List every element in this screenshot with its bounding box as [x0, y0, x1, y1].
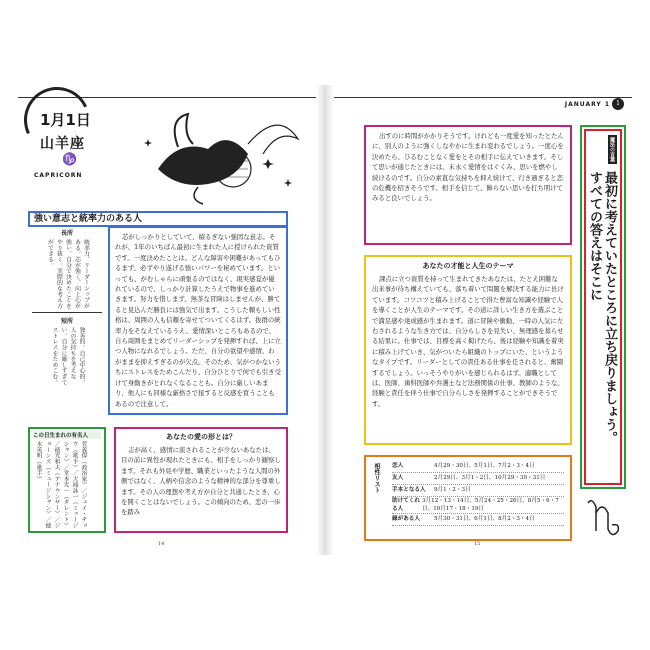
celebrities-box: [28, 427, 106, 533]
love-title: あなたの愛の形とは？: [166, 433, 236, 441]
compatibility-label: 相性リスト: [373, 463, 380, 493]
top-rule-right: [334, 97, 632, 98]
zodiac-sign: 山羊座: [40, 136, 85, 152]
book-spread: [18, 85, 632, 555]
compat-row: 友人 2月29日、3月1・2日、10月29・30・31日: [392, 473, 564, 485]
main-body-text: 芯がしっかりとしていて、積るぎない強固な意志。それが、1年のいちばん最初に生まれた人に授けられた資質です。一度決めたことは、どんな障害や困難があってもひるまず、必ずやり遂げる強いパワーを秘めています。といっても、がむしゃらに頑張るのではなく、現実感覚が優れているので、しっかり計算したうえで物事を進めていきます。努力を惜しまず、無茶な冒険はしませんが、勝てると見込んだ勝負には強気で出ます。こうした頼もしい性格は、周囲の人も信頼を寄せてついてくるはず。抜群の統率力をそなえているうえ、愛情深いところもあるので、自ら周囲をまとめてリーダーシップを発揮すれば、上に立つ人物になれるでしょう。ただ、自分の欲望や感情、わがままを抑えすぎるのが欠点。そのため、気がつかないうちにストレスをためこんだり、自分ひとりで何でも引き受けて身動きがとれなくなることも。自分に厳しいあまり、他人にも同様な厳格さで接すると反感を買うこともあるので注意して。: [115, 233, 281, 408]
page-number-right: 15: [474, 541, 481, 547]
love-continuation-text: 出すのに時間がかかりそうです。けれども一度愛を知ったとたんに、別人のように強くしなやかに生まれ変わるでしょう。一度心を決めたら、ひるむことなく愛をとその相手に伝えていきます。そして思いが通じたときには、末永く愛情をはぐくみ、思いを燃やし続けるのです。自分の素直な気持ちを抑え続けて、行き過ぎると恋の危機を招きそうです。相手を信じて、飾らない思いを打ち明けてみると良いでしょう。: [372, 132, 564, 203]
main-title-box: [28, 211, 288, 227]
compat-row: 縁がある人 5月30・31日、6月1日、8月2・3・4日: [392, 514, 564, 526]
advice-box: [580, 125, 626, 489]
main-body-box: [108, 226, 288, 415]
talent-box: [364, 255, 572, 445]
capricorn-goat-illustration-icon: [138, 99, 308, 209]
right-page: [334, 85, 632, 555]
compatibility-box: [364, 455, 572, 541]
weakness-label: 短所: [60, 318, 73, 325]
compat-row: 手本となる人 9月1・2・3日: [392, 485, 564, 497]
love-body-text: 志が高く、感情に流されることが少ないあなたは、目の前に異性が現れたときにも、相手をしっかり観察します。それも外見や学歴、職業といったような人間の外側ではなく、人柄や信念のような精神的な部分を尊重します。その人の理想や考え方が自分と共通したとき、心を開くことはないでしょう。この傾向のため、恋の一歩を踏み: [121, 446, 281, 517]
header-badge: 1: [612, 98, 624, 110]
zodiac-sign-english: CAPRICORN: [34, 172, 83, 179]
left-page: [18, 85, 316, 555]
celebrities-text: 菅義偉（政治家）／ジェイ・チョウ（歌手）／大滝詠一（ミュージシャン）／堂本光一（タレント）／徳光和夫（アナウンサー）／ジョーンズ（ミュージシャン）／徳永英明（歌手）: [35, 441, 86, 528]
advice-inner-box: [584, 129, 622, 485]
advice-tag: 魔法の言葉: [609, 137, 615, 162]
birth-date: 1月1日: [40, 111, 91, 129]
strength-label: 長所: [60, 230, 73, 237]
compat-row: 恋人 4月29・30日、5月1日、7月2・3・4日: [392, 461, 564, 473]
compat-row: 助けてくれる人 3月12・13・14日、5月24・25・26日、8月5・6・7日、10月17・18・19日: [392, 497, 564, 514]
weakness-text: 独善的。自己中心的。人の気持ちを考えない。自分に厳しすぎてストレスをためこむ。: [51, 327, 84, 385]
traits-panel: [28, 226, 106, 416]
advice-line-1: 最初に考えていたところに立ち戻りましょう。: [602, 171, 617, 444]
love-box: [114, 427, 288, 533]
love-continuation-box: [364, 125, 572, 245]
page-number-left: 14: [158, 541, 165, 547]
talent-body-text: 課点に立つ資質を持って生まれてきたあなたは、たとえ困難な出来事が待ち構えていても、落ち着いて問題を解決する能力に長けています。コツコツと積み上げることで得た豊富な知識や経験で人を導くことが人生のテーマです。その道に詳しい生き方を選ぶことで満足感や達成感が生まれます。道に冒険や衝動、一時の人気に左右されるような生き方では、自分らしさを見失い、無理感を募らせる結果に。仕事では、目標を高く掲げたら、後は経験や知識を着実に積み上げていき、気がついたら組織のトップにいた、というようなタイプです。リーダーとしての責任ある仕事を任されると、奮闘するでしょう。いっそうやりがいを感じられるはず。適職としては、医師、歯科医師や弁護士など法務関係の仕事、教師のような、経験と責任を伴う仕事で自分らしさを発揮することができそうです。: [372, 275, 564, 408]
advice-line-2: すべての答えはそこに: [587, 171, 602, 301]
celebrities-title: この日生まれの有名人: [33, 431, 101, 439]
capricorn-icon: ♑: [62, 152, 77, 166]
header-month: JANUARY 1: [564, 101, 610, 108]
talent-title: あなたの才能と人生のテーマ: [422, 262, 514, 270]
strength-text: 統率力、リーダーシップがある。芯が強く、向上心が強い。自分で決めたことをやり抜く。実際的な考え方ができる。: [46, 239, 89, 309]
capricorn-glyph-icon: [584, 493, 624, 543]
book-gutter: [316, 85, 334, 555]
main-title: 強い意志と統率力のある人: [34, 214, 143, 224]
